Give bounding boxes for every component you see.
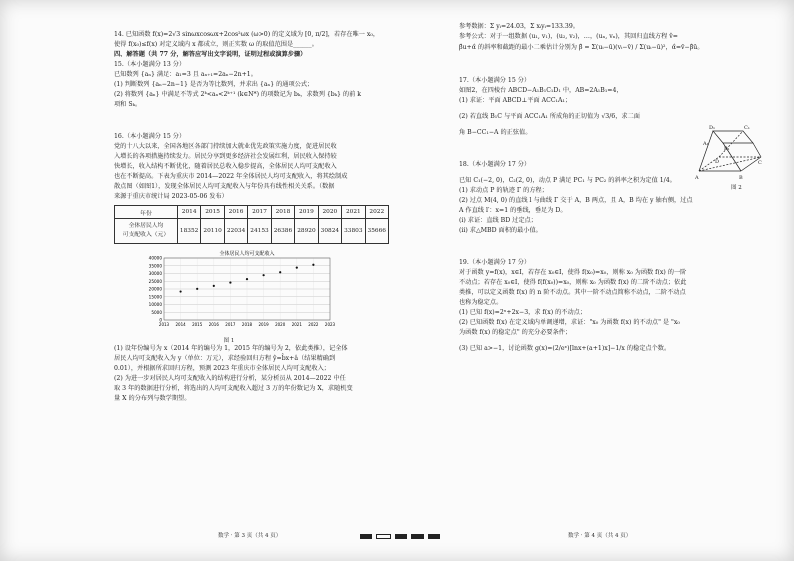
table-year: 2019 [295,206,318,219]
y-tick-label: 10000 [148,302,162,307]
x-tick-label: 2023 [324,322,336,327]
x-tick-label: 2018 [241,322,253,327]
data-point [312,264,314,266]
edge-cc1 [753,143,761,157]
label-c1: C₁ [744,125,750,131]
q15-line-2: (1) 判断数列 {aₙ−2n−1} 是否为等比数列，并求出 {aₙ} 的通项公式； [114,81,314,88]
data-point [196,288,198,290]
y-tick-label: 0 [159,317,162,323]
x-tick-label: 2014 [175,322,186,327]
q19-line: 对于函数 y=f(x)，x∈I，若存在 x₀∈I，使得 f(x₀)=x₀，则称 x₀ 为函数 f(x) 的一阶 [459,269,687,276]
x-tick-label: 2022 [308,322,319,327]
section-heading: 四、解答题（共 77 分，解答应写出文字说明，证明过程或演算步骤） [114,51,307,58]
q17-line: 如图2，在四棱台 ABCD−A₁B₁C₁D₁ 中，AB=2A₁B₁=4， [459,87,623,94]
q19-line: (1) 已知 f(x)=2ˣ+2x−3，求 f(x) 的不动点； [459,309,587,316]
x-tick-label: 2020 [275,322,286,327]
q16-part: (1) 设年份编号为 x（2014 年的编号为 1，2015 年的编号为 2，依此类推），记全体 [114,345,348,352]
ref-formula: β̂u+α̂ 的斜率和截距的最小二乘估计分别为 β̂ = Σ(uᵢ−ū)(vᵢ−v̄) / Σ(uᵢ−ū)²，α̂=v̄−β̂ū。 [459,44,704,51]
q14-line-2: 使得 f(x₀)≤f(x) 对定义域内 x 都成立，则正实数 ω 的取值范围是______。 [114,41,318,48]
scatter-chart [134,248,389,344]
edge-dd1 [719,131,743,157]
label-b1: B₁ [724,146,730,152]
diagonal-ac [699,157,761,171]
label-c: C [758,160,762,166]
table-income: 33803 [342,219,365,244]
y-tick-label: 25000 [148,278,162,284]
label-a1: A₁ [703,141,709,147]
y-tick-label: 35000 [148,263,162,269]
table-income: 30824 [318,219,341,244]
mark [360,534,372,539]
data-point [279,271,281,273]
q19-line: 类推，可以定义函数 f(x) 的 n 阶不动点。其中一阶不动点简称不动点，二阶不动点 [459,289,686,296]
figure-2-label: 图 2 [731,185,742,191]
ref-data: 参考数据：Σ yᵢ=24.03，Σ xᵢyᵢ=133.39。 [459,23,579,30]
q16-line: 来源于重庆市统计局 2023-05-06 发布） [114,193,228,200]
q15-line-3: (2) 将数列 {aₙ} 中满足不等式 2ᵏ<aₙ<2ᵏ⁺¹ (k∈N*) 的项数记为 bₖ，求数列 {bₖ} 的前 k [114,91,362,98]
mark [376,534,390,539]
y-tick-label: 40000 [148,255,162,261]
x-tick-label: 2019 [258,322,269,327]
table-income: 26386 [271,219,294,244]
table-year: 2016 [224,206,247,219]
table-row-label [115,219,178,244]
page-4-footer: 数学 · 第 4 页（共 4 页） [568,533,632,539]
q18-line: (ii) 求△MBD 面积的最小值。 [459,227,542,234]
label-b: B [739,175,743,181]
x-tick-label: 2015 [192,322,203,327]
row-label-2: 可支配收入（元） [122,232,170,238]
q19-line: 也称为稳定点。 [459,299,503,306]
q15-line-4: 项和 Sₖ。 [114,101,142,108]
table-year: 2018 [271,206,294,219]
q16-part: (2) 为进一步对居民人均可支配收入的结构进行分析，某分析员从 2014—2022 中任 [114,375,346,382]
q16-line: 党的十八大以来，全国各地区各部门持续加大就业优先政策实施力度，促进居民收 [114,143,337,150]
ref-formula: 参考公式：对于一组数据 (u₁, v₁)，(u₂, v₂)，…，(uₙ, vₙ)，其回归直线方程 v̂= [459,33,678,40]
figure-1-label: 图 1 [223,338,235,344]
page-3-footer: 数学 · 第 3 页（共 4 页） [218,533,282,539]
data-point [213,285,215,287]
table-header-label: 年份 [115,206,178,219]
q16-part: 0.01），并根据所求回归方程，预测 2023 年重庆市全体居民人均可支配收入； [114,365,330,372]
table-year: 2020 [318,206,341,219]
q15-line-1: 已知数列 {aₙ} 满足：a₁=3 且 aₙ₊₁=2aₙ−2n+1。 [114,71,257,78]
y-tick-label: 15000 [148,294,162,300]
q16-line: 也在不断提高。下表为重庆市 2014—2022 年全体居民人均可支配收入，将其绘制成 [114,173,348,180]
x-tick-label: 2013 [158,322,170,327]
q14-line-1: 14. 已知函数 f(x)=2√3 sinωxcosωx+2cos²ωx (ω>0) 的定义域为 [0, π/2]，若存在唯一 x₀， [114,31,380,38]
table-year: 2015 [201,206,224,219]
label-d1: D₁ [709,125,716,131]
x-tick-label: 2017 [225,322,236,327]
label-a: A [695,175,699,181]
table-year: 2017 [248,206,271,219]
x-tick-label: 2016 [208,322,219,327]
q18-line: (i) 求证：直线 BD 过定点； [459,217,537,224]
table-year: 2022 [365,206,388,219]
table-income: 22034 [224,219,247,244]
q18-line: (2) 过点 M(4, 0) 的直线 l 与曲线 Γ 交于 A，B 两点，且 A，B 均在 y 轴右侧，过点 [459,197,693,204]
q18-title: 18.（本小题满分 17 分） [459,161,531,168]
q18-line: 已知 C₁(−2, 0)，C₂(2, 0)，动点 P 满足 PC₁ 与 PC₂ 的斜率之积为定值 1/4。 [459,177,676,184]
q16-part: 取 3 年的数据进行分析，将选出的人均可支配收入超过 3 万的年份数记为 X，求随机变 [114,385,353,392]
q17-line: (2) 若直线 B₁C 与平面 ACC₁A₁ 所成角的正切值为 √3/6，求二面 [459,113,640,120]
q16-line: 入增长的各项措施持续发力。居民分享到更多经济社会发展红利，居民收入保持较 [114,153,337,160]
q18-line: A 作直线 l′：x=1 的垂线，垂足为 D。 [459,207,567,214]
right-page [397,0,794,561]
q16-line: 快增长，收入结构不断优化，随着居民总收入稳步提高，全体居民人均可支配收入 [114,163,337,170]
chart-title: 全体居民人均可支配收入 [219,251,275,257]
q17-line: 角 B−CC₁−A 的正弦值。 [459,129,532,136]
data-point [180,290,182,292]
q19-title: 19.（本小题满分 17 分） [459,259,531,266]
q16-part: 量 X 的分布列与数学期望。 [114,395,191,402]
data-point [296,267,298,269]
row-label-1: 全体居民人均 [128,223,164,229]
y-tick-label: 5000 [151,309,162,315]
x-tick-label: 2021 [291,322,302,327]
table-income: 20110 [201,219,224,244]
q19-line: (3) 已知 a>−1，讨论函数 g(x)=(2/eˣ)[lnx+(a+1)x]−1/x 的稳定点个数。 [459,345,671,352]
q19-line: 不动点；若存在 x₀∈I，使得 f(f(x₀))=x₀，则称 x₀ 为函数 f(x) 的二阶不动点；依此 [459,279,687,286]
data-point [229,281,231,283]
top-face [713,131,753,143]
q17-title: 17.（本小题满分 15 分） [459,77,531,84]
q17-line: (1) 求证：平面 ABCD⊥平面 ACC₁A₁； [459,97,572,104]
table-income: 35666 [365,219,388,244]
q19-line: 为函数 f(x) 的稳定点" 的充分必要条件； [459,329,572,336]
frustum-diagram [695,121,765,183]
income-table [114,205,389,244]
table-income: 28920 [295,219,318,244]
q16-part: 居民人均可支配收入为 y（单位：万元），求经验回归方程 ŷ=b̂x+â（结果精确到 [114,355,336,362]
q16-title: 16.（本小题满分 15 分） [114,133,186,140]
table-year: 2021 [342,206,365,219]
edge-aa1 [699,131,713,171]
q16-line: 散点图（如图1），发现全体居民人均可支配收入与年份具有线性相关关系。（数据 [114,183,335,190]
label-d: D [715,159,720,165]
table-income: 18352 [177,219,200,244]
table-year: 2014 [177,206,200,219]
q15-title: 15.（本小题满分 13 分） [114,61,186,68]
q19-line: (2) 已知函数 f(x) 在定义域内单调递增，求证："x₀ 为函数 f(x) 的不动点" 是 "x₀ [459,319,680,326]
y-tick-label: 30000 [148,271,162,276]
table-income: 24153 [248,219,271,244]
y-tick-label: 20000 [148,286,162,292]
scatter-chart-svg [134,248,334,332]
q18-line: (1) 求动点 P 的轨迹 Γ 的方程； [459,187,548,194]
data-point [246,278,248,280]
data-point [263,274,265,276]
